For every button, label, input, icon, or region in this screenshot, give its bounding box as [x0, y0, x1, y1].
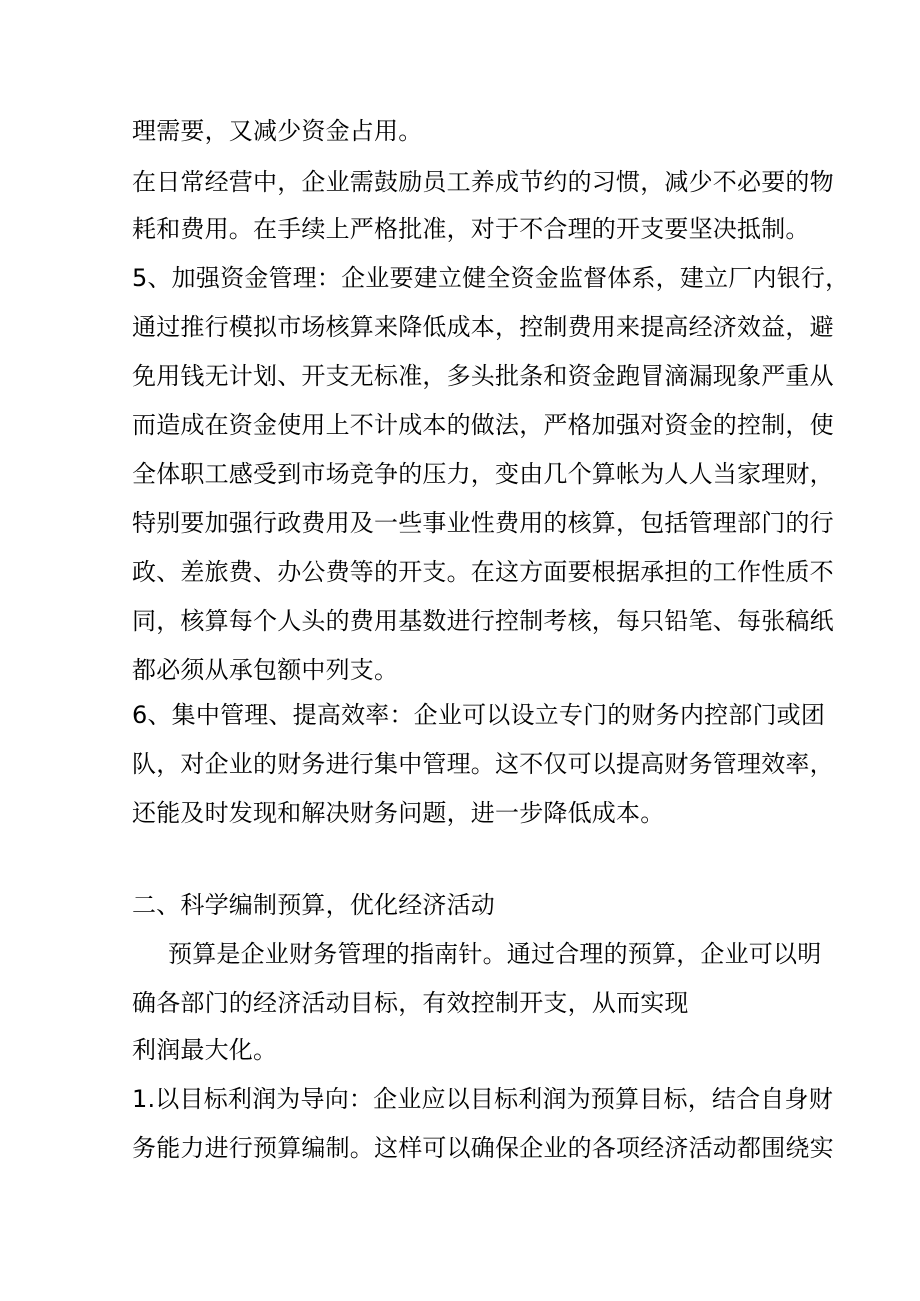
text-line: 5、加强资金管理：企业要建立健全资金监督体系，建立厂内银行，	[132, 264, 850, 292]
text-line: 免用钱无计划、开支无标准，多头批条和资金跑冒滴漏现象严重从	[132, 362, 834, 390]
text-line: 耗和费用。在手续上严格批准，对于不合理的开支要坚决抵制。	[132, 215, 810, 243]
text-line: 还能及时发现和解决财务问题，进一步降低成本。	[132, 799, 665, 827]
text-line: 预算是企业财务管理的指南针。通过合理的预算，企业可以明	[168, 940, 822, 968]
text-line: 务能力进行预算编制。这样可以确保企业的各项经济活动都围绕实	[132, 1134, 834, 1162]
text-line: 都必须从承包额中列支。	[132, 656, 399, 684]
text-line: 通过推行模拟市场核算来降低成本，控制费用来提高经济效益，避	[132, 313, 834, 341]
text-line: 6、集中管理、提高效率：企业可以设立专门的财务内控部门或团	[132, 701, 826, 729]
text-line: 特别要加强行政费用及一些事业性费用的核算，包括管理部门的行	[132, 509, 834, 537]
text-line: 全体职工感受到市场竞争的压力，变由几个算帐为人人当家理财，	[132, 460, 834, 488]
text-line: 同，核算每个人头的费用基数进行控制考核，每只铅笔、每张稿纸	[132, 607, 834, 635]
text-line: 政、差旅费、办公费等的开支。在这方面要根据承担的工作性质不	[132, 558, 834, 586]
text-line: 在日常经营中，企业需鼓励员工养成节约的习惯，减少不必要的物	[132, 168, 834, 196]
text-line: 理需要，又减少资金占用。	[132, 117, 423, 145]
section-heading: 二、科学编制预算，优化经济活动	[132, 891, 495, 919]
text-line: 队，对企业的财务进行集中管理。这不仅可以提高财务管理效率，	[132, 750, 834, 778]
text-line: 利润最大化。	[132, 1036, 278, 1064]
text-line: 确各部门的经济活动目标，有效控制开支，从而实现	[132, 989, 689, 1017]
text-line: 1.以目标利润为导向：企业应以目标利润为预算目标，结合自身财	[132, 1085, 833, 1113]
text-line: 而造成在资金使用上不计成本的做法，严格加强对资金的控制，使	[132, 411, 834, 439]
